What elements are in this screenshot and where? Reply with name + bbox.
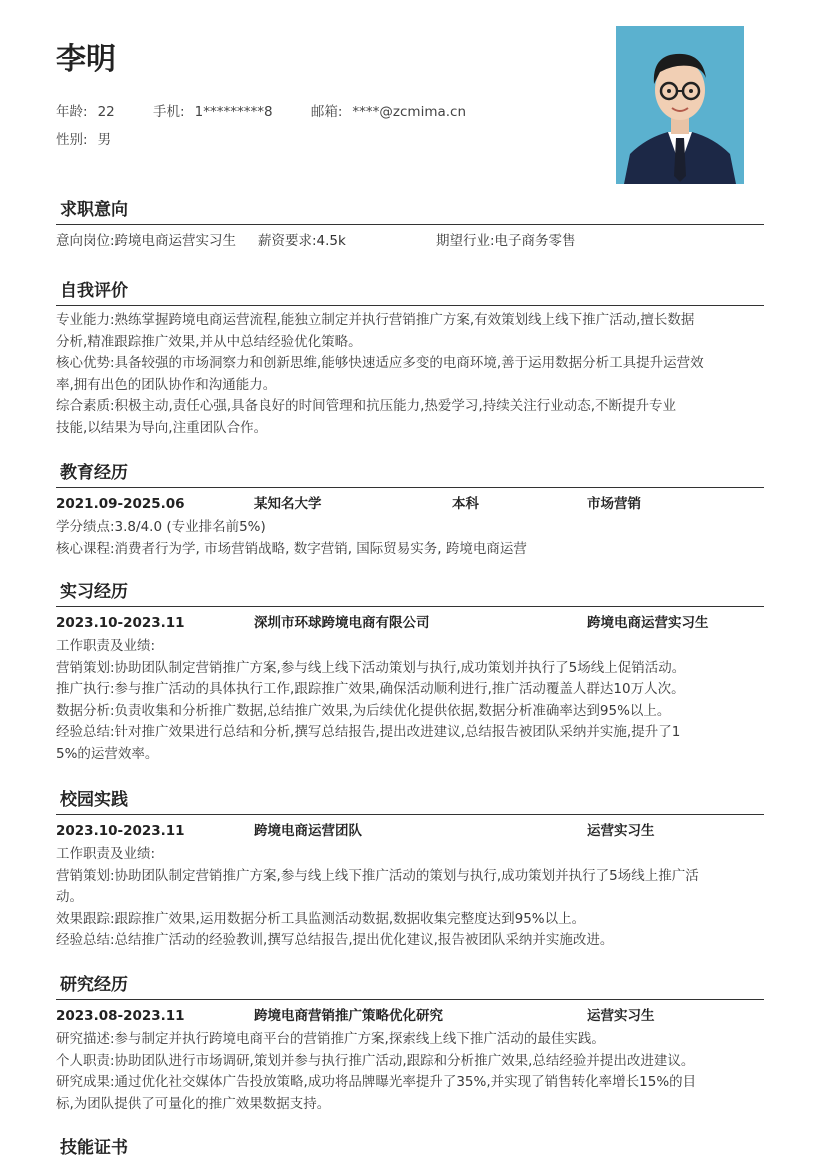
campus-body [56, 815, 764, 952]
intent-position: 意向岗位:跨境电商运营实习生 [56, 233, 237, 249]
intent-row [56, 225, 764, 257]
internship-company: 深圳市环球跨境电商有限公司 [254, 615, 430, 631]
research-header-row [56, 1003, 764, 1029]
campus-line: 经验总结:总结推广活动的经验教训,撰写总结报告,提出优化建议,报告被团队采纳并实施改进。 [56, 932, 614, 948]
age-value: 22 [97, 104, 115, 120]
age-item [56, 100, 115, 120]
research-period: 2023.08-2023.11 [56, 1008, 185, 1024]
section-title: 教育经历 [56, 459, 764, 488]
education-major: 市场营销 [587, 496, 641, 512]
gender-item [56, 128, 111, 148]
internship-line: 推广执行:参与推广活动的具体执行工作,跟踪推广效果,确保活动顺利进行,推广活动覆盖人群达10万人次。 [56, 681, 685, 697]
self-eval-line: 技能,以结果为导向,注重团队合作。 [56, 419, 268, 436]
research-line: 个人职责:协助团队进行市场调研,策划并参与执行推广活动,跟踪和分析推广效果,总结经验并提出改进建议。 [56, 1052, 695, 1069]
internship-period: 2023.10-2023.11 [56, 615, 185, 631]
section-campus-practice [56, 786, 764, 952]
campus-line: 工作职责及业绩: [56, 846, 156, 862]
internship-line: 数据分析:负责收集和分析推广数据,总结推广效果,为后续优化提供依据,数据分析准确率达到95%以上。 [56, 702, 671, 719]
email-value: ****@zcmima.cn [352, 104, 467, 120]
portrait-illustration [616, 26, 744, 184]
section-title: 技能证书 [60, 1138, 128, 1158]
contact-row [56, 100, 500, 120]
education-period: 2021.09-2025.06 [56, 496, 185, 512]
section-education [56, 459, 764, 560]
campus-period: 2023.10-2023.11 [56, 823, 185, 839]
section-title: 校园实践 [56, 786, 764, 815]
intent-salary: 薪资要求:4.5k [258, 233, 346, 249]
section-title: 实习经历 [56, 578, 764, 607]
self-eval-line: 率,拥有出色的团队协作和沟通能力。 [56, 376, 277, 393]
research-line: 研究成果:通过优化社交媒体广告投放策略,成功将品牌曝光率提升了35%,并实现了销售转化率增长15%的目 [56, 1074, 697, 1090]
self-eval-line: 综合素质:积极主动,责任心强,具备良好的时间管理和抗压能力,热爱学习,持续关注行业动态,不断提升专业 [56, 398, 677, 414]
section-skills [56, 1134, 764, 1162]
phone-label: 手机: [153, 104, 185, 120]
internship-line: 5%的运营效率。 [56, 745, 159, 762]
candidate-name: 李明 [56, 42, 116, 77]
gender-row [56, 128, 145, 148]
self-eval-line: 专业能力:熟练掌握跨境电商运营流程,能独立制定并执行营销推广方案,有效策划线上线下推广活动,擅长数据 [56, 312, 695, 328]
education-school: 某知名大学 [254, 496, 322, 512]
internship-body [56, 607, 764, 765]
phone-item [153, 100, 273, 120]
internship-line: 经验总结:针对推广效果进行总结和分析,撰写总结报告,提出改进建议,总结报告被团队采纳并实施,提升了1 [56, 724, 681, 740]
gender-label: 性别: [56, 132, 88, 148]
gender-value: 男 [97, 132, 112, 148]
internship-role: 跨境电商运营实习生 [587, 615, 709, 631]
age-label: 年龄: [56, 104, 88, 120]
campus-role: 运营实习生 [587, 823, 655, 839]
section-title: 自我评价 [56, 277, 764, 306]
internship-header-row [56, 610, 764, 636]
education-line: 学分绩点:3.8/4.0 (专业排名前5%) [56, 519, 266, 535]
education-body [56, 488, 764, 560]
campus-line: 营销策划:协助团队制定营销推广方案,参与线上线下推广活动的策划与执行,成功策划并执行了5场线上推广活 [56, 867, 699, 884]
education-line: 核心课程:消费者行为学, 市场营销战略, 数字营销, 国际贸易实务, 跨境电商运营 [56, 540, 527, 557]
research-line: 标,为团队提供了可量化的推广效果数据支持。 [56, 1095, 331, 1112]
section-internship [56, 578, 764, 765]
education-degree: 本科 [452, 496, 479, 512]
section-title: 研究经历 [56, 971, 764, 1000]
intent-industry: 期望行业:电子商务零售 [436, 233, 576, 249]
internship-line: 工作职责及业绩: [56, 638, 156, 654]
internship-line: 营销策划:协助团队制定营销推广方案,参与线上线下活动策划与执行,成功策划并执行了5场线上促销活动。 [56, 659, 686, 676]
self-eval-line: 核心优势:具备较强的市场洞察力和创新思维,能够快速适应多变的电商环境,善于运用数据分析工具提升运营效 [56, 355, 704, 371]
self-eval-body [56, 306, 764, 439]
campus-org: 跨境电商运营团队 [254, 823, 362, 839]
research-role: 运营实习生 [587, 1008, 655, 1024]
campus-line: 效果跟踪:跟踪推广效果,运用数据分析工具监测活动数据,数据收集完整度达到95%以上。 [56, 910, 586, 927]
section-self-evaluation [56, 277, 764, 439]
section-research [56, 971, 764, 1115]
research-line: 研究描述:参与制定并执行跨境电商平台的营销推广方案,探索线上线下推广活动的最佳实践。 [56, 1031, 605, 1047]
section-title: 求职意向 [56, 196, 764, 225]
campus-line: 动。 [56, 889, 83, 905]
email-label: 邮箱: [310, 104, 343, 120]
email-item [311, 100, 466, 120]
research-body [56, 1000, 764, 1115]
profile-photo [616, 26, 744, 184]
research-project: 跨境电商营销推广策略优化研究 [254, 1008, 443, 1024]
phone-value: 1*********8 [194, 104, 273, 120]
section-job-intent [56, 196, 764, 257]
self-eval-line: 分析,精准跟踪推广效果,并从中总结经验优化策略。 [56, 333, 362, 350]
campus-header-row [56, 818, 764, 844]
education-header-row [56, 491, 764, 517]
